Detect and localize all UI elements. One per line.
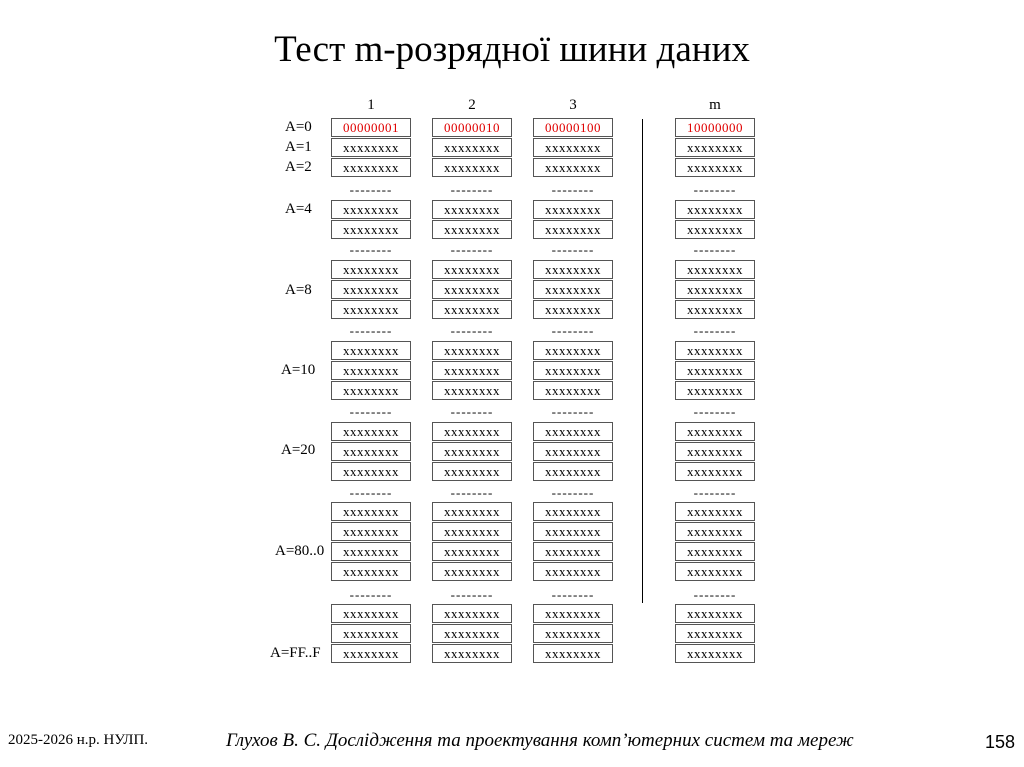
memory-cell: xxxxxxxx xyxy=(331,138,411,157)
memory-cell: xxxxxxxx xyxy=(432,381,512,400)
memory-cell: xxxxxxxx xyxy=(533,200,613,219)
footer-course-title: Глухов В. С. Дослідження та проектування комп’ютерних систем та мереж xyxy=(226,730,854,751)
memory-cell: xxxxxxxx xyxy=(533,300,613,319)
memory-cell: xxxxxxxx xyxy=(331,341,411,360)
separator-dashes: -------- xyxy=(693,587,737,602)
memory-cell: xxxxxxxx xyxy=(675,280,755,299)
memory-cell: xxxxxxxx xyxy=(331,502,411,521)
separator-dashes: -------- xyxy=(349,242,393,257)
memory-cell: xxxxxxxx xyxy=(432,644,512,663)
separator-dashes: -------- xyxy=(551,242,595,257)
memory-cell: xxxxxxxx xyxy=(675,522,755,541)
separator-dashes: -------- xyxy=(693,485,737,500)
memory-cell: xxxxxxxx xyxy=(533,422,613,441)
memory-cell: xxxxxxxx xyxy=(533,542,613,561)
memory-cell: xxxxxxxx xyxy=(675,604,755,623)
separator-dashes: -------- xyxy=(450,587,494,602)
memory-cell: xxxxxxxx xyxy=(675,158,755,177)
memory-cell: xxxxxxxx xyxy=(533,341,613,360)
separator-dashes: -------- xyxy=(349,182,393,197)
memory-cell: xxxxxxxx xyxy=(533,158,613,177)
memory-cell: xxxxxxxx xyxy=(331,624,411,643)
column-header-2: 2 xyxy=(468,97,476,113)
separator-dashes: -------- xyxy=(551,587,595,602)
footer-academic-year: 2025-2026 н.р. НУЛП. xyxy=(8,732,149,748)
memory-cell: xxxxxxxx xyxy=(331,260,411,279)
separator-dashes: -------- xyxy=(551,404,595,419)
memory-cell: xxxxxxxx xyxy=(331,442,411,461)
address-label: A=80..0 xyxy=(275,543,325,559)
memory-cell: xxxxxxxx xyxy=(533,260,613,279)
address-label: A=4 xyxy=(285,201,312,217)
separator-dashes: -------- xyxy=(450,485,494,500)
memory-cell: xxxxxxxx xyxy=(675,260,755,279)
memory-cell: xxxxxxxx xyxy=(675,341,755,360)
column-header-1: 1 xyxy=(367,97,375,113)
memory-cell: xxxxxxxx xyxy=(331,542,411,561)
memory-cell: xxxxxxxx xyxy=(331,300,411,319)
memory-cell: xxxxxxxx xyxy=(432,300,512,319)
address-label: A=2 xyxy=(285,159,312,175)
memory-cell: xxxxxxxx xyxy=(432,260,512,279)
memory-cell: xxxxxxxx xyxy=(432,138,512,157)
column-header-4: m xyxy=(709,97,721,113)
separator-dashes: -------- xyxy=(349,323,393,338)
separator-dashes: -------- xyxy=(349,404,393,419)
memory-cell: xxxxxxxx xyxy=(432,422,512,441)
memory-cell: xxxxxxxx xyxy=(331,522,411,541)
separator-dashes: -------- xyxy=(349,587,393,602)
memory-cell: xxxxxxxx xyxy=(533,604,613,623)
separator-dashes: -------- xyxy=(450,182,494,197)
address-label: A=20 xyxy=(281,442,316,458)
memory-cell: xxxxxxxx xyxy=(331,280,411,299)
memory-cell: xxxxxxxx xyxy=(675,422,755,441)
address-label: A=1 xyxy=(285,139,312,155)
memory-cell: xxxxxxxx xyxy=(432,220,512,239)
memory-cell: xxxxxxxx xyxy=(675,562,755,581)
test-word-cell: 00000010 xyxy=(432,118,512,137)
memory-cell: xxxxxxxx xyxy=(533,562,613,581)
memory-cell: xxxxxxxx xyxy=(533,220,613,239)
memory-cell: xxxxxxxx xyxy=(432,624,512,643)
memory-cell: xxxxxxxx xyxy=(533,462,613,481)
separator-dashes: -------- xyxy=(693,323,737,338)
separator-dashes: -------- xyxy=(693,182,737,197)
separator-dashes: -------- xyxy=(450,404,494,419)
memory-cell: xxxxxxxx xyxy=(432,462,512,481)
separator-dashes: -------- xyxy=(551,485,595,500)
separator-dashes: -------- xyxy=(693,242,737,257)
address-label: A=10 xyxy=(281,362,316,378)
memory-cell: xxxxxxxx xyxy=(432,522,512,541)
memory-cell: xxxxxxxx xyxy=(432,442,512,461)
memory-cell: xxxxxxxx xyxy=(432,341,512,360)
memory-cell: xxxxxxxx xyxy=(331,361,411,380)
memory-cell: xxxxxxxx xyxy=(675,542,755,561)
page-number: 158 xyxy=(985,732,1016,752)
test-word-cell: 00000001 xyxy=(331,118,411,137)
memory-cell: xxxxxxxx xyxy=(533,138,613,157)
separator-dashes: -------- xyxy=(349,485,393,500)
memory-cell: xxxxxxxx xyxy=(675,220,755,239)
memory-cell: xxxxxxxx xyxy=(533,361,613,380)
separator-dashes: -------- xyxy=(551,182,595,197)
memory-cell: xxxxxxxx xyxy=(432,502,512,521)
memory-cell: xxxxxxxx xyxy=(675,200,755,219)
test-word-cell: 10000000 xyxy=(675,118,755,137)
memory-cell: xxxxxxxx xyxy=(675,138,755,157)
memory-cell: xxxxxxxx xyxy=(533,502,613,521)
address-label: A=8 xyxy=(285,282,312,298)
test-word-cell: 00000100 xyxy=(533,118,613,137)
column-header-3: 3 xyxy=(569,97,577,113)
memory-cell: xxxxxxxx xyxy=(432,562,512,581)
memory-cell: xxxxxxxx xyxy=(675,381,755,400)
memory-cell: xxxxxxxx xyxy=(675,502,755,521)
memory-cell: xxxxxxxx xyxy=(533,381,613,400)
memory-cell: xxxxxxxx xyxy=(331,422,411,441)
memory-cell: xxxxxxxx xyxy=(675,361,755,380)
memory-cell: xxxxxxxx xyxy=(432,158,512,177)
memory-cell: xxxxxxxx xyxy=(331,220,411,239)
memory-cell: xxxxxxxx xyxy=(331,462,411,481)
separator-dashes: -------- xyxy=(450,323,494,338)
memory-cell: xxxxxxxx xyxy=(331,381,411,400)
memory-cell: xxxxxxxx xyxy=(331,562,411,581)
memory-cell: xxxxxxxx xyxy=(331,200,411,219)
memory-cell: xxxxxxxx xyxy=(331,604,411,623)
memory-cell: xxxxxxxx xyxy=(432,361,512,380)
memory-cell: xxxxxxxx xyxy=(432,604,512,623)
separator-dashes: -------- xyxy=(693,404,737,419)
memory-cell: xxxxxxxx xyxy=(432,280,512,299)
memory-cell: xxxxxxxx xyxy=(675,442,755,461)
memory-cell: xxxxxxxx xyxy=(675,644,755,663)
memory-cell: xxxxxxxx xyxy=(533,280,613,299)
address-label: A=FF..F xyxy=(270,645,321,661)
slide-title: Тест m-розрядної шини даних xyxy=(274,29,750,70)
separator-dashes: -------- xyxy=(450,242,494,257)
memory-cell: xxxxxxxx xyxy=(533,644,613,663)
memory-cell: xxxxxxxx xyxy=(331,158,411,177)
column-gap-divider xyxy=(642,119,643,603)
memory-cell: xxxxxxxx xyxy=(533,442,613,461)
separator-dashes: -------- xyxy=(551,323,595,338)
memory-cell: xxxxxxxx xyxy=(675,462,755,481)
memory-cell: xxxxxxxx xyxy=(675,300,755,319)
memory-cell: xxxxxxxx xyxy=(432,200,512,219)
memory-cell: xxxxxxxx xyxy=(432,542,512,561)
memory-cell: xxxxxxxx xyxy=(533,522,613,541)
address-label: A=0 xyxy=(285,119,312,135)
memory-cell: xxxxxxxx xyxy=(331,644,411,663)
memory-cell: xxxxxxxx xyxy=(675,624,755,643)
memory-cell: xxxxxxxx xyxy=(533,624,613,643)
